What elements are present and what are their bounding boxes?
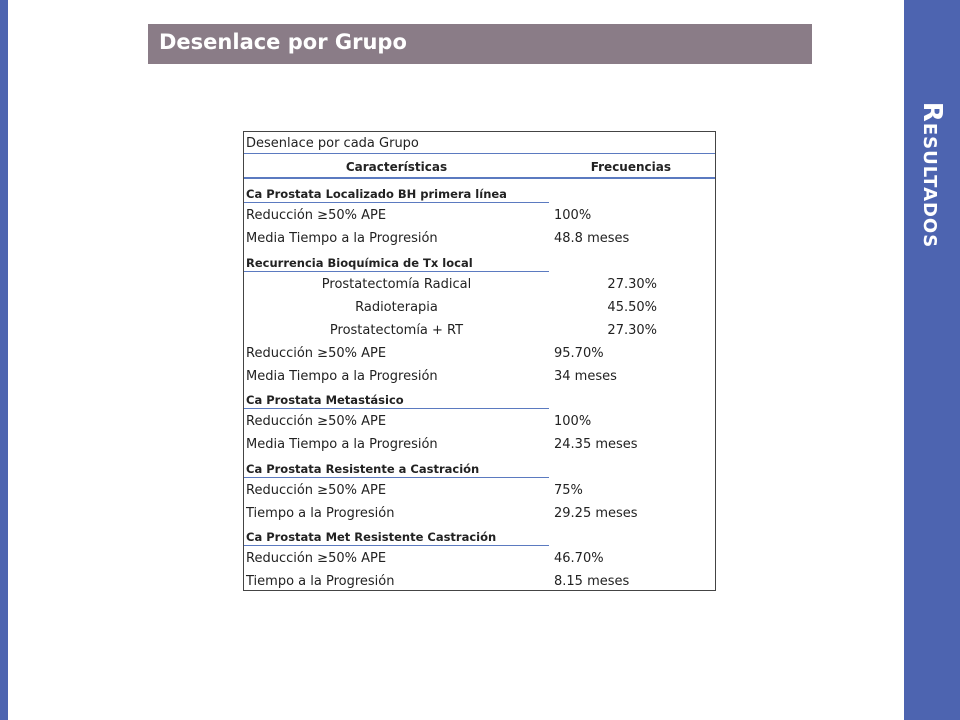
slide-title: Desenlace por Grupo: [159, 30, 407, 54]
row-label: Media Tiempo a la Progresión: [246, 231, 438, 246]
left-accent-bar: [0, 0, 8, 720]
header-divider: [244, 177, 715, 179]
row-label: Prostatectomía Radical: [321, 277, 472, 292]
row-value: 24.35 meses: [554, 437, 638, 452]
row-label: Prostatectomía + RT: [329, 323, 464, 338]
row-label: Reducción ≥50% APE: [246, 551, 387, 566]
row-value: 100%: [554, 208, 592, 223]
section-title: Ca Prostata Resistente a Castración: [246, 462, 480, 476]
caption-divider: [244, 153, 715, 154]
col-header-frecuencias: Frecuencias: [590, 160, 671, 174]
row-value: 27.30%: [607, 277, 657, 292]
slide-header: [148, 24, 812, 64]
row-label: Reducción ≥50% APE: [246, 346, 387, 361]
row-label: Reducción ≥50% APE: [246, 208, 387, 223]
row-label: Media Tiempo a la Progresión: [246, 369, 438, 384]
row-value: 46.70%: [554, 551, 604, 566]
vertical-title: [908, 40, 956, 310]
row-label: Tiempo a la Progresión: [246, 506, 395, 521]
row-value: 75%: [554, 483, 583, 498]
row-value: 29.25 meses: [554, 506, 638, 521]
row-label: Reducción ≥50% APE: [246, 483, 387, 498]
row-label: Radioterapia: [355, 300, 438, 315]
section-underline: [244, 477, 549, 478]
row-value: 27.30%: [607, 323, 657, 338]
row-value: 100%: [554, 414, 592, 429]
section-underline: [244, 408, 549, 409]
row-label: Tiempo a la Progresión: [246, 574, 395, 589]
row-label: Media Tiempo a la Progresión: [246, 437, 438, 452]
row-value: 95.70%: [554, 346, 604, 361]
section-title: Ca Prostata Met Resistente Castración: [246, 530, 497, 544]
row-value: 34 meses: [554, 369, 617, 384]
row-value: 8.15 meses: [554, 574, 630, 589]
section-title: Ca Prostata Localizado BH primera línea: [246, 187, 507, 201]
results-table: [243, 131, 716, 591]
section-title: Ca Prostata Metastásico: [246, 393, 404, 407]
section-underline: [244, 545, 549, 546]
row-value: 45.50%: [607, 300, 657, 315]
section-title: Recurrencia Bioquímica de Tx local: [246, 256, 473, 270]
section-underline: [244, 271, 549, 272]
row-label: Reducción ≥50% APE: [246, 414, 387, 429]
vertical-title-text: Resultados: [917, 101, 947, 249]
col-header-caracteristicas: Características: [345, 160, 448, 174]
row-value: 48.8 meses: [554, 231, 630, 246]
section-underline: [244, 202, 549, 203]
table-caption: Desenlace por cada Grupo: [246, 136, 419, 151]
